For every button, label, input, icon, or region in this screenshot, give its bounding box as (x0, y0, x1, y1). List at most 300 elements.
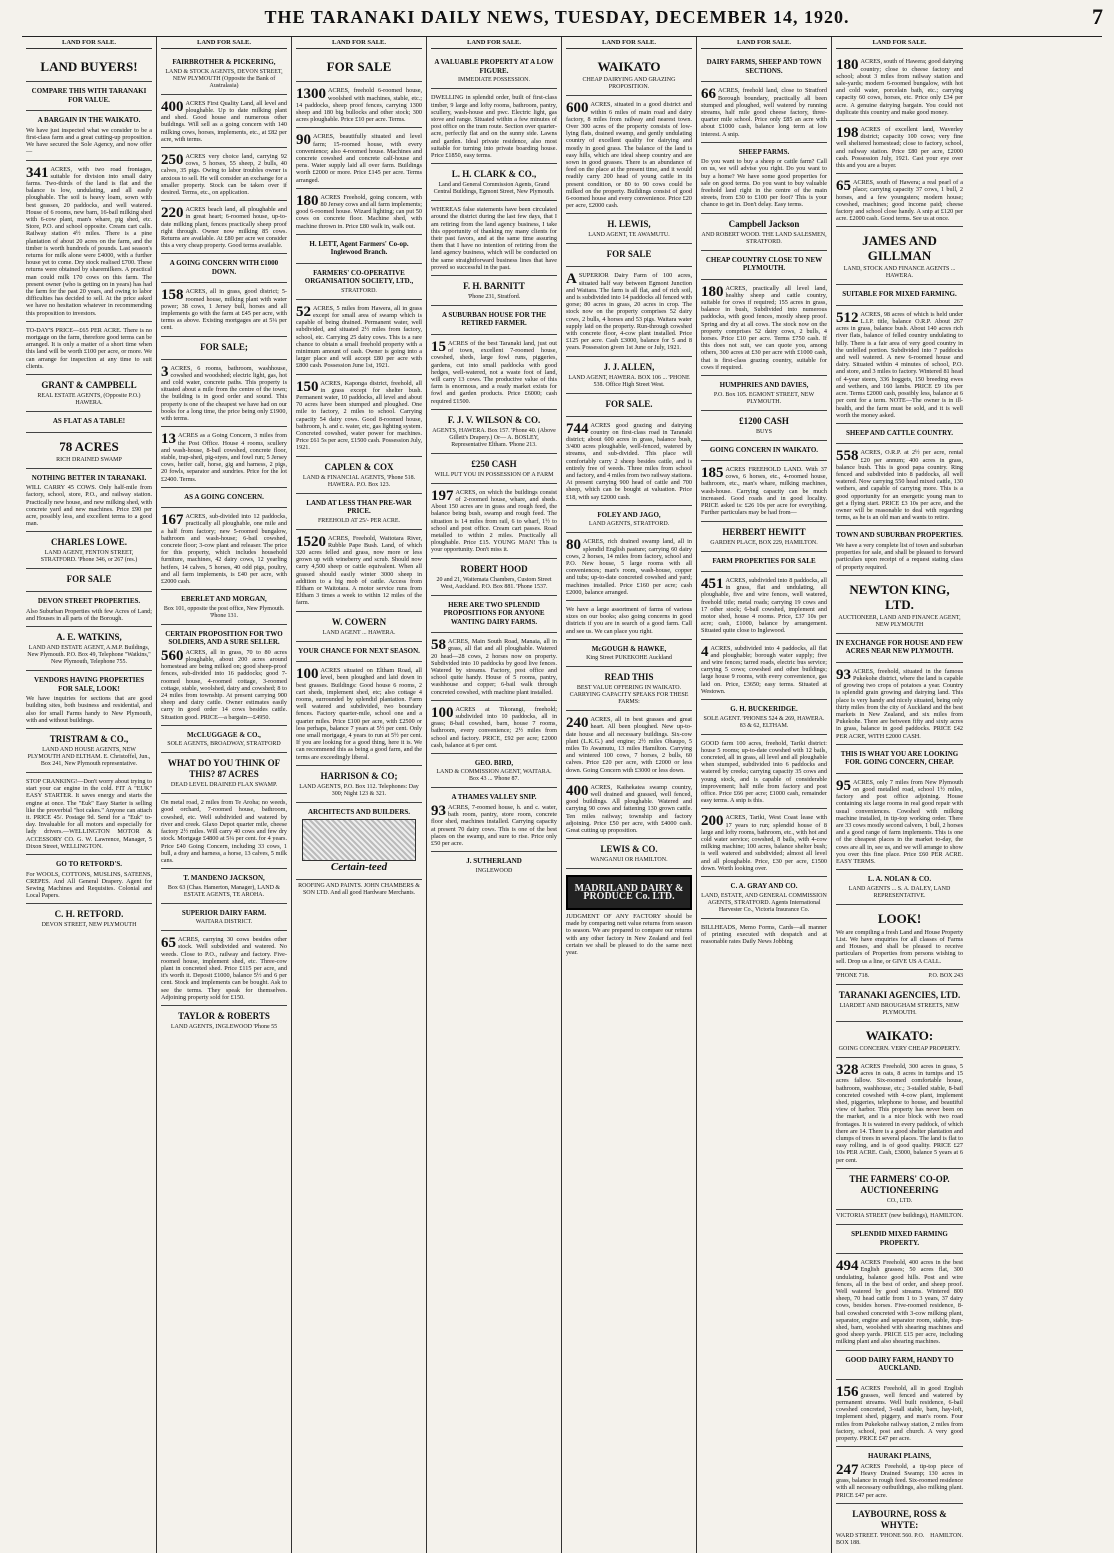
ad-agent-name: TARANAKI AGENCIES, LTD. (838, 990, 961, 1001)
ad-body: We have a very complete list of town and suburban properties for sale, and shall be pleased to forward particulars upon receipt of a request stating class of property required. (836, 541, 963, 571)
ad-contact-line (836, 973, 963, 980)
acreage-figure: 600 (566, 100, 589, 117)
ad-address: CHEAP DAIRYING AND GRAZING PROPOSITION. (582, 77, 676, 91)
ad-agent-name: F. J. V. WILSON & CO. (447, 414, 541, 425)
ad-subheading: HUMPHRIES AND DAVIES, (719, 381, 809, 390)
advertisement (26, 627, 152, 671)
advertisement (836, 1447, 963, 1504)
ad-address: LAND AGENT ... HAWERA. (322, 629, 396, 636)
advertisement (701, 376, 827, 411)
ad-subheading: HERE ARE TWO SPLENDID PROPOSITIONS FOR ANYONE WANTING DAIRY FARMS. (443, 600, 545, 626)
advertisement (431, 701, 557, 754)
ad-agent-name: TAYLOR & ROBERTS (178, 1010, 270, 1021)
advertisement (836, 870, 963, 905)
ad-subheading: FARM PROPERTIES FOR SALE (712, 556, 816, 565)
ad-body: 80 ACRES, rich drained swamp land, all in splendid English pasture; carrying 60 dairy cows, 2 horses, 14 miles from factory, school and P.O. New house, 5 large rooms with all conveniences; man's room, wash-house, copper and tubs; up-to-date concreted cowshed and yard; machines installed. Price £160 per acre; cash £2000, balance arranged. (566, 537, 692, 596)
ad-body: 180 ACRES, south of Hawera; good dairying country; close to cheese factory and school; about 3 miles from railway station and sale-yards; modern 6-roomed bungalow, with hot and cold water, porcelain bath, etc.; carrying capacity 60 cows, horses, etc. Price only £34 per acre. A genuine dairying bargain. You could not duplicate this country and make good money. (836, 57, 963, 116)
ad-body: 158 ACRES, all in grass, good district; 5-roomed house, milking plant with water power; 38 cows, 1 Jersey bull, horses and all implements go with the farm at £45 per acre, with terms as above. Existing mortgages are at 5¼ per cent. (161, 287, 287, 332)
advertisement (566, 96, 692, 214)
acreage-figure: 198 (836, 124, 859, 141)
brand-logo: Certain-teed (330, 861, 388, 874)
ad-headline: NEWTON KING, LTD. (849, 581, 950, 612)
ad-subheading: McCLUGGAGE & CO., (187, 730, 261, 739)
ad-subheading: GOING CONCERN IN WAIKATO. (709, 445, 819, 454)
ad-address: King Street PUKEKOHE Auckland (586, 655, 672, 662)
ad-body: 58 ACRES, Main South Road, Manaia, all in grass, all flat and all ploughable. Watered 20 head—28 cows, 2 horses now on property. Subdivided into 10 paddocks by good live fences. Watered by streams. Factory, post office and school quite handy. House of 5 rooms, pantry, washhouse and copper; 6-bail walk through concreted cowshed, with machine plant installed. (431, 637, 557, 696)
ad-subheading: DEVON STREET PROPERTIES. (37, 597, 141, 606)
ad-subheading: IN EXCHANGE FOR HOUSE AND FEW ACRES NEAR NEW PLYMOUTH. (836, 638, 963, 656)
ad-subheading: GEO. BIRD, (474, 758, 514, 767)
advertisement (431, 596, 557, 634)
ad-body: Do you want to buy a sheep or cattle farm? Call on us, we will advise you right. Do you want to buy a home? We have some good properties for sale on good terms. Do you want to buy valuable freehold land right in the centre of the main streets, from £30 to £100 per foot? This is your chance to get in. Don't delay. Easy terms. (701, 158, 827, 209)
advertisement (836, 634, 963, 663)
advertisement (26, 161, 152, 322)
advertisement (701, 735, 827, 810)
acreage-figure: 158 (161, 287, 184, 304)
advertisement (566, 357, 692, 394)
column-header: LAND FOR SALE. (26, 39, 152, 49)
ad-address: DEAD LEVEL DRAINED FLAX SWAMP. (170, 782, 278, 789)
advertisement (836, 970, 963, 985)
acreage-figure: 180 (701, 283, 724, 300)
ad-agent-name: £1200 CASH (739, 415, 789, 426)
column-2 (157, 37, 292, 1553)
ad-body: ASUPERIOR Dairy Farm of 100 acres, situated half way between Egmont Junction and Waitara. The farm is all flat, and of rich soil, and is subdivided into 14 paddocks all fenced with gorse; 80 acres in grass, 20 acres in crop. The stock now on the property comprises 52 dairy cows, 2 bulls, 4 horses and 53 pigs. Waitara water supply laid on the property. Run-through cowshed with concrete floor, 4-cow plant installed. Price £125 per acre. Cash £3000, balance for 5 and 8 years. Possession given 1st June or July, 1921. (566, 271, 692, 352)
ad-subheading: SPLENDID MIXED FARMING PROPERTY. (851, 1230, 948, 1247)
advertisement (26, 904, 152, 933)
ad-body: WILL CARRY 45 COWS. Only half-mile from factory, school, store, P.O., and railway station. Practically new house, and new milking shed, with concrete yard and new machines. Price £90 per acre, possibly less, and excellent terms to a good man. (26, 484, 152, 528)
acreage-figure: 13 (161, 431, 176, 448)
advertisement (296, 128, 422, 188)
ad-subheading: SUITABLE FOR MIXED FARMING. (842, 290, 957, 299)
acreage-figure: 250 (161, 152, 184, 169)
acreage-figure: 180 (296, 192, 319, 209)
ad-body: 185 ACRES FREEHOLD LAND. With 37 cows, 6 horses, etc., 4-roomed house, bathroom, etc., man's whare, milking machines, wash-house. Carrying capacity can be much increased. Good roads and in good locality. PRICE asked is: £26 10s per acre for everything. Further particulars may be had from— (701, 465, 827, 517)
ad-subheading: A BARGAIN IN THE WAIKATO. (37, 116, 141, 125)
ad-subheading: GO TO RETFORD'S. (55, 860, 123, 869)
acreage-figure: 167 (161, 512, 184, 529)
ad-body: We have inquiries for sections that are good building sites, both business and residential, and also for small Farms handy to New Plymouth, with and without buildings. (26, 695, 152, 724)
advertisement (836, 424, 963, 445)
ad-subheading: CHEAP COUNTRY CLOSE TO NEW PLYMOUTH. (705, 255, 823, 273)
advertisement (566, 533, 692, 601)
advertisement (566, 214, 692, 244)
ad-subheading: L. A. NOLAN & CO. (867, 875, 932, 884)
acreage-figure: 100 (296, 666, 319, 683)
advertisement (701, 640, 827, 700)
acreage-figure: 4 (701, 643, 709, 660)
ad-agent-name: CHARLES LOWE. (50, 537, 128, 548)
advertisement (701, 143, 827, 214)
acreage-figure: 95 (836, 777, 851, 794)
advertisement (836, 174, 963, 227)
contact-detail: WARD STREET. 'PHONE 560. P.O. BOX 188. (836, 1532, 925, 1547)
advertisement (566, 601, 692, 640)
advertisement (296, 880, 422, 901)
advertisement (701, 251, 827, 280)
ad-address: INGLEWOOD (475, 867, 513, 874)
advertisement (431, 335, 557, 410)
ad-address: LAND AGENTS, STRATFORD. (588, 521, 670, 528)
advertisement (701, 552, 827, 573)
advertisement (296, 803, 422, 880)
contact-detail: P.O. BOX 243 (928, 972, 963, 979)
advertisement (161, 590, 287, 625)
ad-subheading: SHEEP FARMS. (738, 147, 790, 156)
advertisement (836, 1380, 963, 1448)
acreage-figure: 93 (836, 666, 851, 683)
advertisement (566, 417, 692, 506)
ad-agent-name: L. H. CLARK & CO., (451, 169, 537, 180)
advertisement (26, 433, 152, 469)
ad-address: 'Phone 231, Stratford. (467, 293, 521, 300)
advertisement (836, 1254, 963, 1350)
ad-subheading: C. A. GRAY AND CO. (730, 882, 798, 890)
ad-subheading: TOWN AND SUBURBAN PROPERTIES. (836, 531, 963, 540)
contact-detail: VICTORIA STREET (new buildings), (836, 1212, 929, 1219)
advertisement (566, 869, 692, 960)
ad-agent-name: Campbell Jackson (728, 218, 800, 229)
advertisement (566, 711, 692, 779)
advertisement (836, 576, 963, 634)
advertisement (431, 484, 557, 559)
ad-address: GOING CONCERN. VERY CHEAP PROPERTY. (838, 1046, 961, 1053)
ad-body: 220 ACRES beach land, all ploughable and in great heart; 6-roomed house, up-to-date milking plant, fences practically sheep proof right through. Owner now milking 85 cows. Returns are available. At £80 per acre we consider this a very cheap property. Good terms available. (161, 205, 287, 250)
ad-body: 52 ACRES, 5 miles from Hawera, all in grass except for small area of swamp which is capable of being drained. Permanent water, well subdivided, and situated 2½ miles from factory, school, etc. Carrying 25 dairy cows. This is a rare chance to obtain a small freehold property with a minimum amount of cash. Owner is going into a larger place and will accept £80 per acre with £800 cash. Possession June 1st, 1921. (296, 303, 422, 370)
ad-address: CO., LTD. (886, 1197, 913, 1204)
acreage-figure: 180 (836, 57, 859, 74)
ad-body: 180 ACRES, practically all level land, healthy sheep and cattle country, suitable for cows if required; 155 acres in grass, balance in bush, Subdivided into numerous paddocks, with good fences, mostly sheep proof. Spring and dry at all cows. The stock now on the property comprises 52 dairy cows, 2 bulls, 4 horses. Price £10 per acre. Terms £750 cash. If this does not suit, we can quote you, among others, 300 acres at £30 per acre with £1000 cash, that is first-class grazing country, suitable for cows if required. (701, 283, 827, 371)
ad-agent-name: LAYBOURNE, ROSS & WHYTE: (852, 1508, 947, 1530)
advertisement (701, 461, 827, 521)
ad-subheading: ARCHITECTS AND BUILDERS. (307, 807, 411, 816)
ad-agent-name: W. COWERN (331, 616, 387, 627)
ad-agent-name: HERBERT HEWITT (722, 526, 806, 537)
acreage-figure: 247 (836, 1461, 859, 1478)
ad-address: SOLE AGENT. 'PHONES 524 & 269, HAWERA. 83 & 62, ELTHAM. (703, 715, 825, 729)
advertisement (701, 572, 827, 640)
advertisement (296, 189, 422, 235)
ad-body: WHEREAS false statements have been circulated around the district during the last few days, that I am retiring from the land agency business, I take this opportunity of thanking my many clients for their past favors, and at the same time assuring them that I have no intention of retiring from the land agency business, which will be conducted on the same straightforward business lines that have proved so successful in the past. (431, 206, 557, 271)
masthead (0, 0, 1114, 34)
advertisement (161, 869, 287, 904)
advertisement (836, 1058, 963, 1169)
ad-agent-name: THE FARMERS' CO-OP. AUCTIONEERING (849, 1173, 950, 1195)
advertisement (431, 633, 557, 701)
ad-body: 90 ACRES, beautifully situated and level farm; 15-roomed house, with every convenience; also 4-roomed house. Machines and concrete cowshed and concrete calf-house and pens. Water supply laid all over farm. Buildings worth £2000 or more. Price £145 per acre. Terms arranged. (296, 132, 422, 184)
ad-subheading: H. LETT, Agent Farmers' Co-op. Inglewood Branch. (309, 239, 409, 257)
advertisement (701, 214, 827, 251)
ad-address: WILL PUT YOU IN POSSESSION OF A FARM (434, 471, 554, 478)
ad-body: GOOD farm 100 acres, freehold, Tariki district: house 5 rooms; up-to-date cowshed with 12 bails, concreted, all in grass, all level and all ploughable when stumped, subdivided into 6 paddocks and watered by creeks; carrying capacity 35 cows and young stock, and is capable of considerable improvement; half mile from factory and post office. Price £66 per acre; £1000 cash, remainder easy terms. A snip is this. (701, 739, 827, 805)
acreage-figure: 93 (431, 802, 446, 819)
advertisement (296, 530, 422, 612)
ad-subheading: CERTAIN PROPOSITION FOR TWO SOLDIERS, AND A SURE SELLER. (165, 629, 283, 647)
ad-address: LIARDET AND BROUGHAM STREETS, NEW PLYMOUTH. (839, 1003, 960, 1017)
ad-headline: WAIKATO (597, 59, 661, 75)
advertisement (26, 412, 152, 433)
acreage-figure: 558 (836, 448, 859, 465)
ad-address: P.O. Box 105. EGMONT STREET, NEW PLYMOUTH. (713, 391, 815, 405)
acreage-figure: 15 (431, 338, 446, 355)
ad-body: 156 ACRES Freehold, all in good English grasses, well fenced and watered by permanent streams. Well built residence, 6-bail cowshed concreted, 3-stall stable, barn, hay-loft, implement shed, piggery, and man's room. Four miles from Pukekohe railway station, 2 miles from factory, school, post and church. A very good property. PRICE £47 per acre. (836, 1383, 963, 1443)
ad-body: 200 ACRES, Tariki, West Coast lease with 17 years to run; splendid house of 8 large and lofty rooms, bathroom, etc., with hot and cold water service; cowshed, 8 bails, with 4-cow milking machine; 100 acres, balance shelter bush; is well watered and subdivided; almost all level and all ploughable. Price, £30 per acre, £1500 down. Worth looking over. (701, 813, 827, 872)
ad-body: 167 ACRES, sub-divided into 12 paddocks, practically all ploughable, one mile and a half from factory; new 5-roomed bungalow, bathroom and wash-house; 6-bail cowshed, concrete floor; 3-cow plant and releaser. The price for this property, which includes household furniture, machines, 42 dairy cows, 12 yearling heifers, 14 calves, 5 horses, 40 odd pigs, poultry, and all farm implements, is £40 per acre, with £2000 cash. (161, 512, 287, 586)
ad-body: 250 ACRES very choice land, carrying 92 cows, 5 horses, 55 sheep, 2 bulls, 40 calves, 35 pigs. Owing to labor troubles owner is anxious to sell. He will consider an exchange for a smaller property. Stock can be taken over if desired. Terms, etc., on application. (161, 152, 287, 197)
advertisement (701, 82, 827, 142)
advertisement (161, 488, 287, 509)
advertisement (161, 337, 287, 360)
ad-address: AND ROBERT WOOD. THE LAND SALESMEN, STRATFORD. (701, 231, 827, 245)
ad-body: 341 ACRES, with two road frontages, suitable for division into small dairy farms. Two-thirds of the land is flat and the balance is low, undulating, and all easily ploughable. The soil is heavy loam, sown with best grasses, 20 paddocks, and well watered. House of 6 rooms, new barn, 16-bail milking shed with 6-cow plant, man's whare, pig shed, etc. Store, P.O. and school opposite. Cream cart calls. Railway station 4½ miles. There is a pine plantation of about 20 acres on the farm, and the timber is worth hundreds of pounds. Last season's returns for milk alone were £4000, with a further house yet to come. Dry stock realised £700. These returns were obtained by sharemilkers. A practical man could milk 170 cows on this farm. The present owner (who is getting on in years) has had the farm for the past 20 years, and owing to labor difficulties has decided to sell. At the price asked we have no hesitation whatever in recommending this proposition to investors. (26, 164, 152, 317)
ad-agent-name: GRANT & CAMPBELL (41, 380, 137, 391)
ad-agent-name: FOR SALE; (200, 341, 248, 352)
ad-address: LAND, ESTATE, AND GENERAL COMMISSION AGENTS, STRATFORD. Agents International Harvester Co., Victoria Insurance Co. (701, 892, 827, 913)
ad-body: 4 ACRES, subdivided into 4 paddocks, all flat and ploughable; borough water supply; five and wire fences; tarred roads, electric bus service; carrying 5 cows; cowshed and other buildings; large house 9 rooms, with every convenience, gas laid on. Price, £3650; easy terms. Situated at Westown. (701, 643, 827, 695)
advertisement (161, 283, 287, 336)
advertisement (296, 82, 422, 128)
advertisement (431, 410, 557, 454)
contact-detail: 'PHONE 718. (836, 972, 870, 979)
advertisement (296, 235, 422, 264)
ad-subheading: GOOD DAIRY FARM, HANDY TO AUCKLAND. (845, 1355, 954, 1373)
ad-headline: 78 ACRES (59, 438, 119, 454)
ad-agent-name: FOR SALE. (605, 398, 653, 409)
ad-body: 100 ACRES situated on Eltham Road, all level, been ploughed and laid down in best grasses. Buildings: Good house 6 rooms, 2 cart sheds, implement shed, etc; also cottage 4 rooms, surrounded by splendid plantation. Farm well watered and subdivided, two boundary fences. Factory quarter-mile, school one and a quarter miles. Price £100 per acre, with £2500 or less perhaps, balance 7 years at 5½ per cent. Only one small mortgage, 4 years to run at 5½ per cent. If you are looking for a good thing, here it is. We can recommend this as being a good farm, and the terms are exceedingly liberal. (296, 666, 422, 761)
page-number: 7 (1092, 4, 1104, 29)
ad-address: LAND AGENT, HAWERA. BOX 106 ... 'PHONE 538. Office High Street West. (568, 374, 690, 388)
ad-subheading: NOTHING BETTER IN TARANAKI. (31, 473, 147, 482)
column-header: LAND FOR SALE. (431, 39, 557, 49)
acreage-figure: 3 (161, 363, 169, 380)
advertisement (566, 839, 692, 869)
ad-body: 400 ACRES, Kaihekatea swamp country, well drained and grassed, well fenced, good buildings. All ploughable. Watered and carrying 90 cows and fattening 130 grown cattle. Ten miles railway; township and factory adjoining. Price £50 per acre, with £4000 cash. Great cutting up proposition. (566, 782, 692, 835)
advertisement (161, 95, 287, 148)
acreage-figure: 156 (836, 1383, 859, 1400)
advertisement (161, 753, 287, 794)
ad-address: LAND & FINANCIAL AGENTS, 'Phone 518. HAWERA. P.O. Box 123. (302, 474, 416, 488)
ad-agent-name: £250 CASH (471, 458, 517, 469)
advertisement (161, 508, 287, 590)
advertisement (296, 494, 422, 530)
advertisement (701, 441, 827, 462)
ad-subheading: G. H. BUCKERIDGE. (730, 705, 798, 714)
acreage-figure: 52 (296, 303, 311, 320)
advertisement (161, 625, 287, 726)
ad-address: LAND AGENT, TE AWAMUTU. (588, 232, 670, 239)
ad-headline: JAMES AND GILLMAN (862, 233, 937, 264)
ad-body: 240 ACRES, all in best grasses and great heart. All been ploughed. New up-to-date house and all necessary buildings. Six-cow plant (L.K.G.) and engine; 2½ miles Ohaupo, 5 miles To Awamutu, 13 miles Hamilton. Carrying and wintered 100 cows, 7 horses, 2 bulls, 60 calves. Price £20 per acre, with £2000 or less down. Going Concern with £3000 or less down. (566, 715, 692, 774)
ad-address: LAND AGENTS, INGLEWOOD 'Phone 55 (170, 1023, 278, 1030)
advertisement (836, 121, 963, 174)
advertisement (296, 300, 422, 375)
ad-address: LAND AND HOUSE AGENTS, NEW PLYMOUTH AND ELTHAM. E. Christoffel, Jun., Box 241, New Plymouth representative. (27, 747, 151, 768)
ad-body: DWELLING in splendid order, built of first-class timber, 9 large and lofty rooms, bathroom, pantry, scullery, wash-house and pwc. Electric light, gas stove and range. Situated within a few minutes of post office on the tram route. Section over quarter-acre, perfectly flat and on the sunny side. Lawns and garden. Ideal private residence, also most suitable for turning into private boarding house. Price £1850, easy terms. (431, 94, 557, 159)
contact-detail: HAMILTON. (930, 1532, 963, 1539)
ad-agent-name: TRISTRAM & CO., (49, 734, 129, 745)
ad-body: 451 ACRES, subdivided into 8 paddocks, all in grass, flat and undulating, all ploughable, five and wire fences, well watered, freehold title; metal roads; carrying 19 cows and 17 other stock; 6-bail cowshed, implement and motor shed, house 4 rooms. Price, £37 10s per acre; cash, £1000, balance by arrangement. Situated quite close to Inglewood. (701, 576, 827, 635)
ad-contact-line (836, 1533, 963, 1548)
acreage-figure: 328 (836, 1062, 859, 1079)
ad-agent-name: ROBERT HOOD (460, 563, 528, 574)
acreage-figure: 90 (296, 132, 311, 149)
acreage-figure: 65 (161, 935, 176, 952)
advertisement (296, 766, 422, 803)
acreage-figure: A (566, 271, 577, 288)
ad-body: We have a large assortment of farms of various sizes on our books; also going concerns in good districts if you are in search of a good farm. Call and see us. We can place you right. (566, 605, 692, 635)
ad-subheading: AS FLAT AS A TABLE! (52, 417, 126, 426)
ad-body: 13 ACRES as a Going Concern, 3 miles from the Post Office. House 4 rooms, scullery and wash-house, 8-bail cowshed, concrete floor, stable, trap-shed, pig-styes, and fowl run; 5 Jersey cows, heifer calf, horse, gig and harness, 2 pigs, 20 fowls, separator and sundries. Price for the lot £2400. Terms. (161, 431, 287, 483)
ad-subheading: EBERLET AND MORGAN, (181, 595, 267, 604)
ad-body: BILLHEADS, Memo Forms, Cards—all manner of printing executed with despatch and at reasonable rates Daily News Jobbing (701, 923, 827, 945)
ad-subheading: A VALUABLE PROPERTY AT A LOW FIGURE. (434, 58, 554, 75)
ad-address: BUYS (755, 428, 772, 435)
ad-subheading: J. SUTHERLAND (466, 857, 522, 866)
advertisement (836, 53, 963, 121)
acreage-figure: 744 (566, 420, 589, 437)
ad-body: Also Suburban Properties with few Acres of Land; and Houses in all parts of the Borough. (26, 607, 152, 623)
ad-body: 93 ACRES, 7-roomed house, h. and c. water, bath room, pantry, store room, concrete floor shed, machines installed. Carrying capacity at present 70 dairy cows. This is one of the best places on the swamp, and sure to rise. Price only £50 per acre. (431, 802, 557, 847)
ad-subheading: A SUBURBAN HOUSE FOR THE RETIRED FARMER. (441, 310, 547, 328)
ad-subheading: FAIRBROTHER & PICKERING, (172, 58, 276, 67)
advertisement (701, 919, 827, 950)
advertisement (431, 89, 557, 164)
advertisement (431, 852, 557, 879)
ad-address: BEST VALUE OFFERING IN WAIKATO. CARRYING CAPACITY SPEAKS FOR THESE FARMS: (569, 685, 689, 706)
advertisement (296, 264, 422, 300)
ad-body: 15 ACRES of the best Taranaki land, just out of town, excellent 7-roomed house, cowshed, sheds, large fowl runs, piggeries, gardens, cut into small paddocks with good hedges, well-watered, not a waste foot of land, will carry 13 cows. The productive value of this farm is enormous, and a ready market exists for fowl and garden products. Price £6000; cash required £1500. (431, 338, 557, 405)
advertisement (296, 457, 422, 494)
ad-address: LAND & COMMISSION AGENT, WAITARA. Box 43 ... 'Phone 87. (436, 769, 552, 783)
advertisement (26, 671, 152, 729)
advertisement (26, 53, 152, 82)
ad-subheading: FARMERS' CO-OPERATIVE ORGANISATION SOCIETY, LTD., (304, 268, 414, 286)
advertisement (836, 1351, 963, 1380)
advertisement (836, 1504, 963, 1552)
ad-body: 65 ACRES, south of Hawera; a real pearl of a place; carrying capacity 37 cows, 1 bull, 2 horses, and a few youngsters; modern house; cowshed, machines; good income paid; cheese factory and school close handy. A snip at £120 per acre. £2000 cash. Good terms. See us at once. (836, 178, 963, 223)
ad-address: LAND AGENTS, P.O. Box 112. Telephones: Day 300; Night 123 & 321. (299, 783, 419, 797)
advertisement (161, 427, 287, 487)
ad-subheading: McGOUGH & HAWKE, (591, 644, 667, 653)
ad-body: 1300 ACRES, freehold 6-roomed house, woolshed with machines, stable, etc.; 14 paddocks, sheep proof fences, carrying 1300 sheep and 180 big bullocks and other stock; 300 acres ploughable. Price £10 per acre. Terms. (296, 86, 422, 124)
column-1 (22, 37, 157, 1553)
advertisement (431, 559, 557, 596)
ad-agent-name: FOR SALE (66, 574, 112, 585)
ad-subheading: FOLEY AND JAGO, (597, 510, 661, 519)
advertisement (566, 53, 692, 96)
advertisement (431, 164, 557, 201)
column-3 (292, 37, 427, 1553)
advertisement (26, 729, 152, 773)
ad-subheading: T. MANDENO JACKSON, (183, 874, 265, 883)
acreage-figure: 100 (431, 704, 454, 721)
ad-address: ROOFING AND PAINTS. JOHN CHAMBERS & SON LTD. And all good Hardware Merchants. (298, 882, 420, 896)
column-header: LAND FOR SALE. (566, 39, 692, 49)
ad-body: 1520 ACRES, Freehold, Waitotara River, Rubble Pape Bush. Land, of which 320 acres felled and grass, now more or less grown up with wineberry and scrub. Should now carry 4,500 sheep or cattle equivalent. When all grassed should easily winter 3000 sheep in addition to a big mob of cattle. Access from Eltham or Waitotara. A motor service runs from Eltham 3 times a week to within 12 miles of the farm. (296, 533, 422, 607)
advertisement (836, 985, 963, 1022)
advertisement (566, 394, 692, 417)
advertisement (836, 1169, 963, 1210)
advertisement (701, 877, 827, 919)
advertisement (26, 82, 152, 111)
ad-subheading: HAURAKI PLAINS, (867, 1452, 931, 1461)
ad-body: 558 ACRES, O.R.P. at 2½ per acre, rental £20 per annum; 400 acres in grass, balance bush. This is good papa country. Ring fenced and subdivided into 8 paddocks, all well watered. Now carrying 550 head mixed cattle, 130 wethers, and capable of carrying more. This is a good opportunity for an energetic young man to get a flying start. PRICE £3 10s per acre, and the owner will be reasonable to deal with regarding terms, as he is an old man and wants to retire. (836, 448, 963, 522)
advertisement (161, 794, 287, 869)
ad-body: 180 ACRES Freehold, going concern, with 80 Jersey cows and all farm implements; good 6-roomed house. Wizard lighting; can put 50 cows on concrete floor. Machine shed, with machine thrown in. Price £80 walk in, walk out. (296, 192, 422, 230)
ad-address: LAND AGENTS ... S. A. DALEY, LAND REPRESENTATIVE. (848, 885, 951, 899)
advertisement (26, 111, 152, 160)
ad-agent-name: J. J. ALLEN, (603, 361, 655, 372)
advertisement (161, 53, 287, 95)
ad-body: 560 ACRES, all in grass, 70 to 80 acres ploughable, about 200 acres around homestead are being milked on; good sheep-proof fences, sub-divided into 16 paddocks; good 7-roomed house, 4-roomed cottage, 3-roomed cottage, stable, woolshed, dairy and cowshed; 8 to 24 miles from township. At present carrying 900 sheep and dairy cattle. Owner estimates easily carry in good order 14 cows besides cattle. Situation good. PRICE—a bargain—£4950. (161, 647, 287, 721)
advertisement (161, 931, 287, 1006)
advertisement (701, 280, 827, 376)
ad-address: AGENTS, HAWERA. Box 157. 'Phone 40. (Above Gillett's Drapery.) Or— A. BOSLEY, Representative Eltham. 'Phone 213. (432, 427, 556, 448)
ad-body: TO-DAY'S PRICE—£65 PER ACRE. There is no mortgage on the farm, therefore good terms can be arranged. It is only a matter of a short time when this land will be worth £100 per acre, or more. We can arrange for inspection at any time to suit clients. (26, 326, 152, 370)
ad-body: 494 ACRES Freehold, 400 acres in the best English grasses; 50 acres flat, 300 undulating, balance good hills. Post and wire fences, all in the best of order, and sheep proof. Well watered by good streams. Wintered 800 sheep, 70 head cattle from 1 to 3 years, 37 dairy cows, besides horses. Five-roomed residence, 8-bail cowshed concreted with 3-cow milking plant, separator, engine and separator room, stable, trap-shed, barn, woolshed with shearing machines and good sheep yards. PRICE £15 per acre, including milking plant and also shearing machines. (836, 1258, 963, 1346)
advertisement (836, 227, 963, 285)
ad-agent-name: F. H. BARNITT (463, 280, 525, 291)
ad-address: 20 and 21, Waitemata Chambers, Custom Street West, Auckland. P.O. Box 881. 'Phone 1537. (436, 576, 552, 590)
ad-address: Box 101, opposite the post office, New Plymouth. 'Phone 131. (163, 605, 285, 619)
ad-address: STRATFORD. (341, 287, 377, 294)
advertisement (161, 148, 287, 201)
ad-address: FREEHOLD AT 25/- PER ACRE. (317, 517, 401, 524)
advertisement (431, 201, 557, 276)
ad-body: On metal road, 2 miles from Te Aroha; no weeds, good orchard, 7-roomed house, bathroom, cowshed, etc. Well subdivided and watered by river and creek. Glaxo Depot quarter mile, cheese factory 2½ miles. Will carry 40 cows and few dry stock. Mortgage £4800 at 5¼ per cent. for 4 years. Price £40 Going Concern, including 33 cows, 1 bull, a dray and harness, a horse, 13 calves, 5 milk cans. (161, 799, 287, 864)
advertisement (26, 375, 152, 412)
ad-body: 600 ACRES, situated in a good district and within 6 miles of main road and dairy factory, 8 miles from railway and nearest town. Over 300 acres of the property consists of low-lying flats, drained swamp, and gently undulating country of excellent quality for dairying and mostly in good grass. The balance of the land is easy hills, which are ideal sheep country and are sown in good grasses. There is an abundance of feed on the place at the present time, and it would readily carry 200 head of young cattle in its present condition, or 80 to 90 cows could be milked on the property. Buildings consist of good 6-roomed house and every convenience. Price £20 per acre, £2000 cash. (566, 100, 692, 210)
ad-address: IMMEDIATE POSSESSION. (457, 77, 530, 84)
advertisement (836, 663, 963, 745)
ad-address: RICH DRAINED SWAMP (56, 456, 122, 463)
acreage-figure: 451 (701, 576, 724, 592)
ad-body: 512 ACRES, 98 acres of which is held under L.I.P. title, balance O.R.P. About 267 acres in grass, balance bush. About 140 acres rich river flats, balance of felled country undulating to hilly. There is a fair area of very good country in the unfelled portion. Subdivided into 7 paddocks and well watered. A new 6-roomed house and dairy. Situated within 4 minutes of school, P.O. and store, and 3 miles to factory. Wintered 81 head of 4-year steers, 336 hoggets, 150 breeding ewes and wethers, and 160 lambs. PRICE £9 10s per acre. Terms £2000 cash, possibly less, balance at 6 per cent for a term. NOTE—The owner is in ill-health, and the farm must be sold, and it is well worth the money asked. (836, 309, 963, 419)
ad-headline: WAIKATO: (865, 1028, 934, 1044)
acreage-figure: 150 (296, 378, 319, 395)
ad-subheading: THIS IS WHAT YOU ARE LOOKING FOR. GOING CONCERN, CHEAP. (840, 749, 959, 767)
advertisement (566, 267, 692, 356)
ad-body: 66 ACRES, freehold land, close to Stratford Borough boundary, practically all been stumped and ploughed, well watered by running streams, half mile good cheese factory, three-quarter mile school. Price only £85 an acre with about £1000 cash, balance long term at low interest. A snip. (701, 86, 827, 138)
ad-body: 197 ACRES, on which the buildings consist of 2-roomed house, whare, and sheds. About 150 acres are in grass and rough feed, the balance being bush, swamp and rough feed. The situation is 14 miles from rail, 6 to wharf, 1½ to school and post office. Cream cart passes. Road metalled to within 2 miles. Practically all ploughable. Price £15. YOUNG MAN! This is your opportunity. Don't miss it. (431, 487, 557, 554)
ad-address: LAND AGENT, FENTON STREET, STRATFORD. 'Phone 346, or 267 (res.) (40, 550, 138, 564)
advertisement (431, 754, 557, 789)
advertisement (836, 745, 963, 774)
advertisement (26, 773, 152, 855)
acreage-figure: 66 (701, 86, 716, 103)
advertisement (836, 285, 963, 306)
advertisement (431, 454, 557, 484)
acreage-figure: 1300 (296, 86, 326, 103)
ad-headline: LAND BUYERS! (40, 59, 138, 75)
column-6 (697, 37, 832, 1553)
ad-agent-name: H. LEWIS, (607, 219, 651, 230)
ad-body: 150 ACRES, Kaponga district, freehold, all in grass except for shelter bush. Permanent water, 10 paddocks, all level and about 70 acres have been stumped and ploughed. One mile to factory, 2 miles to school. Carrying capacity 54 dairy cows. Good 8-roomed house, bathroom, h. and c. water, etc, gas lighting system. Concreted cowshed, water power for machines. Price £61 5s per acre, £1500 cash. Possession July, 1921. (296, 378, 422, 452)
acreage-figure: 1520 (296, 533, 326, 550)
advertisement (431, 53, 557, 89)
acreage-figure: 494 (836, 1258, 859, 1275)
ad-address: WANGANUI OR HAMILTON. (590, 857, 668, 864)
ad-body: For WOOLS, COTTONS, MUSLINS, SATEENS, CREPES. And All General Drapery. Agent for Sewing Machines and Requisites. Colonial and Local Papers. (26, 870, 152, 900)
ad-subheading: COMPARE THIS WITH TARANAKI FOR VALUE. (31, 87, 147, 104)
ad-body: 247 ACRES Freehold, a tip-top piece of Heavy Drained Swamp; 130 acres in grass, balance in rough feed. Six-roomed residence with all necessary outbuildings, also milking plant. PRICE £47 per acre. (836, 1461, 963, 1499)
ad-body: 3 ACRES, 6 rooms, bathroom, washhouse, cowshed and woodshed; electric light, gas, hot and cold water, concrete paths. This property is situated about a mile from the centre of the town; the building is in good order and sound. This property is one of the cheapest we have had on our books for a long time, the price being only £1900, with terms. (161, 363, 287, 423)
acreage-figure: 400 (566, 782, 589, 799)
advertisement (161, 201, 287, 254)
advertisement (161, 726, 287, 754)
ad-address: WAITARA DISTRICT. (195, 919, 253, 926)
column-header: LAND FOR SALE. (836, 39, 963, 49)
